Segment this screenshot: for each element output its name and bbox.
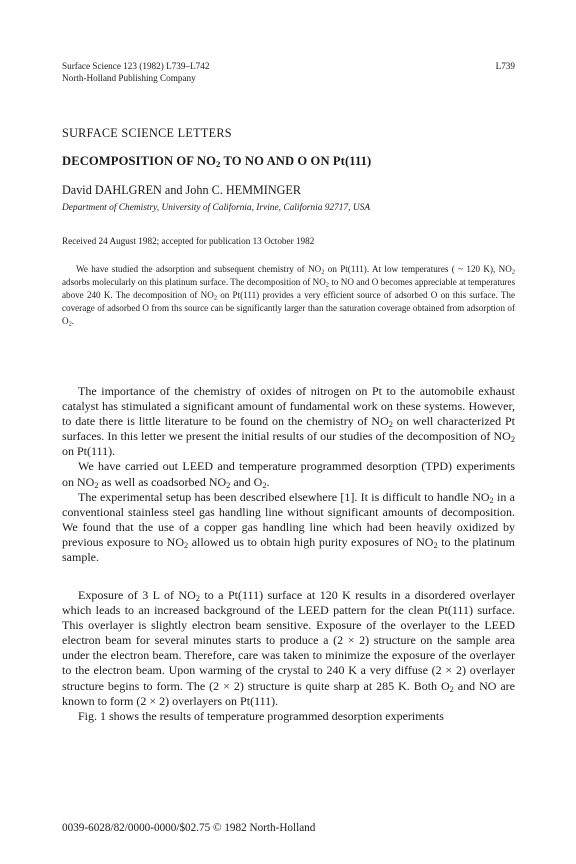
abstract-sub: 2 [321, 268, 325, 276]
p3-seg: to the platinum sample. [62, 534, 515, 565]
title-subscript: 2 [215, 159, 221, 170]
abstract [62, 263, 515, 328]
body-paragraph-2 [62, 459, 515, 489]
p1-sub: 2 [510, 435, 515, 445]
p2-seg: and O [230, 474, 263, 489]
abstract-text [62, 263, 515, 328]
abstract-sub: 2 [68, 320, 72, 328]
abstract-seg: on Pt(111). At low temperatures ( ~ 120 K), NO [324, 264, 512, 274]
copyright-footer: 0039-6028/82/0000-0000/$02.75 © 1982 North-Holland [62, 822, 316, 834]
p2-seg: We have carried out LEED and temperature programmed desorption (TPD) experiments on NO [62, 459, 515, 489]
page-number: L739 [495, 61, 515, 71]
abstract-sub: 2 [325, 281, 329, 289]
affiliation: Department of Chemistry, University of California, Irvine, California 92717, USA [62, 203, 371, 213]
p1-seg: on Pt(111). [62, 444, 116, 459]
title-part-1: DECOMPOSITION OF NO [62, 154, 216, 168]
section-title: SURFACE SCIENCE LETTERS [62, 126, 232, 140]
p3-sub: 2 [489, 495, 494, 505]
abstract-seg: We have studied the adsorption and subsequent chemistry of NO [76, 264, 322, 274]
p4-seg: and NO are known to form (2 × 2) overlayers on Pt(111). [62, 678, 515, 708]
journal-header [62, 60, 515, 84]
abstract-sub: 2 [511, 268, 515, 276]
p1-seg: The importance of the chemistry of oxides of nitrogen on Pt to the automobile exhaust catalyst has stimulated a significant amount of fundamental work on these systems. However, to date there is little literature to be found on the chemistry of NO [62, 384, 515, 429]
p3-seg: in a conventional stainless steel gas handling line without significant amounts of decomposition. We found that the use of a copper gas handling line which had been heavily oxidized by previous exposure to NO [62, 489, 515, 549]
paper-page [62, 0, 515, 864]
p1-seg: on well characterized Pt surfaces. In this letter we present the initial results of our studies of the decomposition of NO [62, 414, 515, 444]
abstract-seg: adsorbs molecularly on this platinum surface. The decomposition of NO [62, 276, 326, 287]
p3-seg: The experimental setup has been described elsewhere [1]. It is difficult to handle NO [78, 489, 490, 504]
p2-seg: as well as coadsorbed NO [98, 474, 227, 489]
p4-sub: 2 [449, 684, 454, 694]
abstract-seg: on Pt(111) provides a very efficient source of adsorbed O on this surface. The coverage of adsorbed O from ths source can be significantly larger than the saturation coverage obtained from adsorption of O [62, 289, 515, 326]
p4-sub: 2 [195, 594, 200, 604]
journal-citation: Surface Science 123 (1982) L739–L742 [62, 61, 210, 71]
p2-sub: 2 [226, 480, 231, 490]
body-paragraph-1 [62, 384, 515, 459]
body-column-1 [62, 384, 515, 565]
body-column-2 [62, 588, 515, 724]
p2-seg: . [266, 474, 270, 489]
p2-sub: 2 [262, 480, 267, 490]
article-title [62, 154, 371, 169]
authors: David DAHLGREN and John C. HEMMINGER [62, 183, 301, 197]
title-part-2: TO NO AND O ON Pt(111) [220, 154, 372, 168]
p4-seg: Exposure of 3 L of NO [78, 588, 196, 602]
body-paragraph-5: Fig. 1 shows the results of temperature programmed desorption experiments [78, 708, 444, 723]
publisher-line: North-Holland Publishing Company [62, 73, 196, 83]
p2-sub: 2 [94, 480, 99, 490]
p3-sub: 2 [433, 541, 438, 551]
abstract-seg: . [71, 315, 75, 326]
received-dates: Received 24 August 1982; accepted for publication 13 October 1982 [62, 236, 315, 246]
body-paragraph-4 [62, 588, 515, 709]
body-paragraph-3 [62, 490, 515, 565]
p3-sub: 2 [183, 541, 189, 551]
abstract-seg: to NO and O becomes appreciable at temperatures above 240 K. The decomposition of NO [62, 276, 515, 300]
p4-seg: to a Pt(111) surface at 120 K results in a disordered overlayer which leads to an increased background of the LEED pattern for the clean Pt(111) surface. This overlayer is slightly electron beam sensitive. Exposure of the overlayer to the LEED electron beam for several minutes starts to produce a (2 × 2) structure on the sample area under the electron beam. Therefore, care was taken to minimize the exposure of the overlayer to the electron beam. Upon warming of the crystal to 240 K a very diffuse (2 × 2) overlayer structure begins to form. The (2 × 2) structure is quite sharp at 285 K. Both O [62, 588, 515, 693]
p1-sub: 2 [388, 420, 393, 430]
abstract-sub: 2 [213, 294, 217, 302]
p3-seg: allowed us to obtain high purity exposures of NO [188, 534, 434, 549]
